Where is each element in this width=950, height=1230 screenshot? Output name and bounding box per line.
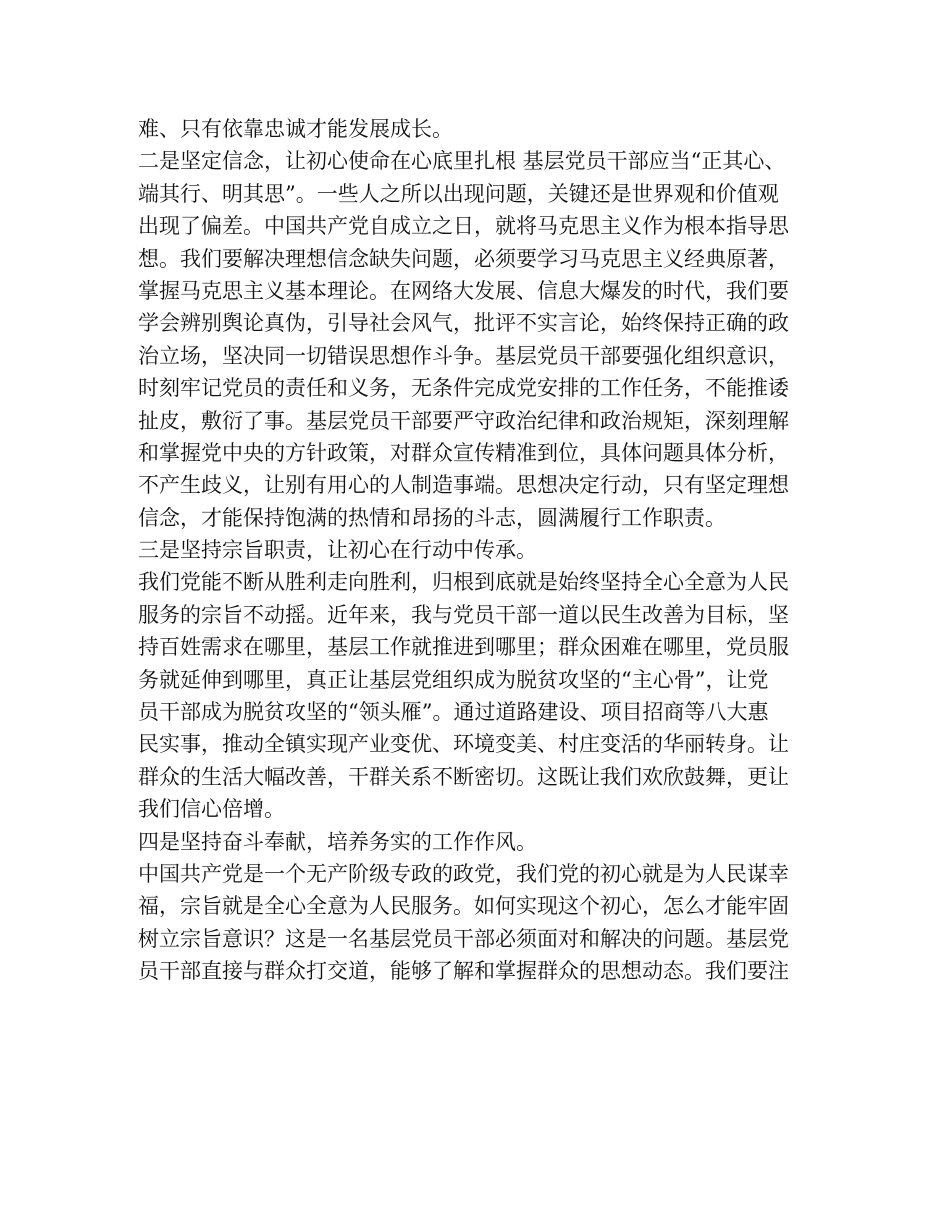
text-line: 出现了偏差。中国共产党自成立之日，就将马克思主义作为根本指导思	[138, 214, 789, 239]
text-line: 树立宗旨意识？这是一名基层党员干部必须面对和解决的问题。基层党	[138, 926, 789, 951]
body-text	[138, 113, 828, 988]
text-line: 群众的生活大幅改善，干群关系不断密切。这既让我们欢欣鼓舞，更让	[138, 764, 789, 789]
text-line: 时刻牢记党员的责任和义务，无条件完成党安排的工作任务，不能推诿	[138, 376, 789, 401]
text-line: 端其行、明其思”。一些人之所以出现问题，关键还是世界观和价值观	[138, 181, 779, 206]
text-line: 二是坚定信念，让初心使命在心底里扎根 基层党员干部应当“正其心、	[138, 149, 786, 174]
text-line: 服务的宗旨不动摇。近年来，我与党员干部一道以民生改善为目标，坚	[138, 602, 789, 627]
text-line: 员干部成为脱贫攻坚的“领头雁”。通过道路建设、项目招商等八大惠	[138, 700, 769, 725]
text-line: 持百姓需求在哪里，基层工作就推进到哪里；群众困难在哪里，党员服	[138, 635, 789, 660]
text-line: 不产生歧义，让别有用心的人制造事端。思想决定行动，只有坚定理想	[138, 473, 789, 498]
text-line: 难、只有依靠忠诚才能发展成长。	[138, 117, 453, 141]
text-line: 学会辨别舆论真伪，引导社会风气，批评不实言论，始终保持正确的政	[138, 311, 789, 336]
text-line: 福，宗旨就是全心全意为人民服务。如何实现这个初心，怎么才能牢固	[138, 894, 789, 919]
text-line: 信念，才能保持饱满的热情和昂扬的斗志，圆满履行工作职责。	[138, 505, 726, 530]
text-line: 和掌握党中央的方针政策，对群众宣传精准到位，具体问题具体分析，	[138, 440, 789, 465]
text-line: 我们党能不断从胜利走向胜利，归根到底就是始终坚持全心全意为人民	[138, 570, 789, 595]
text-line: 民实事，推动全镇实现产业变优、环境变美、村庄变活的华丽转身。让	[138, 732, 789, 757]
text-line: 掌握马克思主义基本理论。在网络大发展、信息大爆发的时代，我们要	[138, 278, 789, 303]
text-line: 三是坚持宗旨职责，让初心在行动中传承。	[138, 538, 537, 563]
text-line: 四是坚持奋斗奉献，培养务实的工作作风。	[138, 829, 537, 854]
text-line: 务就延伸到哪里，真正让基层党组织成为脱贫攻坚的“主心骨”，让党	[138, 667, 769, 692]
text-line: 治立场，坚决同一切错误思想作斗争。基层党员干部要强化组织意识，	[138, 343, 789, 368]
text-line: 想。我们要解决理想信念缺失问题，必须要学习马克思主义经典原著，	[138, 246, 789, 271]
text-line: 扯皮，敷衍了事。基层党员干部要严守政治纪律和政治规矩，深刻理解	[138, 408, 789, 433]
text-line: 员干部直接与群众打交道，能够了解和掌握群众的思想动态。我们要注	[138, 959, 789, 984]
text-line: 我们信心倍增。	[138, 797, 285, 822]
text-line: 中国共产党是一个无产阶级专政的政党，我们党的初心就是为人民谋幸	[138, 861, 789, 886]
